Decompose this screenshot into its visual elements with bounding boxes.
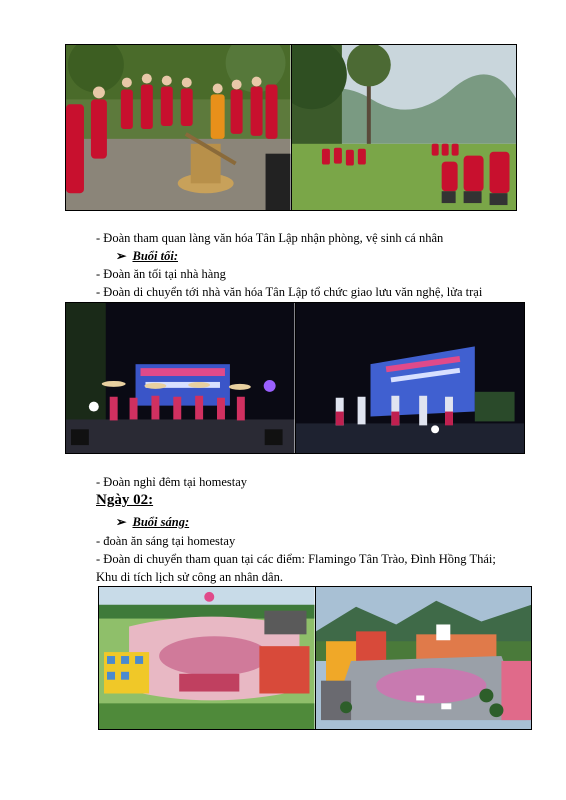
photo-row-aerial <box>98 586 532 730</box>
text-overnight: - Đoàn nghỉ đêm tại homestay <box>96 475 248 489</box>
heading-day-2: Ngày 02: <box>96 492 154 508</box>
photo-row-performance <box>65 302 525 454</box>
text-tour-line1: - Đoàn di chuyển tham quan tại các điểm: Flamingo Tân Trào, Đình Hồng Thái; <box>96 552 496 566</box>
photo-flamingo-tan-trao <box>99 587 315 729</box>
photo-square-mountains <box>315 587 532 729</box>
text-checkin: - Đoàn tham quan làng văn hóa Tân Lập nhận phòng, vệ sinh cá nhân <box>96 231 444 245</box>
heading-morning <box>116 514 189 530</box>
photo-field-game <box>291 45 517 210</box>
photo-stage-dance-right <box>295 303 525 453</box>
text-dinner: - Đoàn ăn tối tại nhà hàng <box>96 267 226 281</box>
text-tour-line2: Khu di tích lịch sử công an nhân dân. <box>96 570 283 584</box>
text-move-evening: - Đoàn di chuyển tới nhà văn hóa Tân Lập tổ chức giao lưu văn nghệ, lửa trại <box>96 285 483 299</box>
arrow-bullet-icon: ➢ <box>116 515 127 529</box>
photo-stage-dance-left <box>66 303 295 453</box>
heading-evening <box>116 248 178 264</box>
text-breakfast: - đoàn ăn sáng tại homestay <box>96 534 236 548</box>
photo-row-activities <box>65 44 517 211</box>
heading-evening-label: Buổi tối: <box>132 249 178 263</box>
arrow-bullet-icon: ➢ <box>116 249 127 263</box>
heading-morning-label: Buổi sáng: <box>132 515 190 529</box>
photo-rice-pounding <box>66 45 291 210</box>
